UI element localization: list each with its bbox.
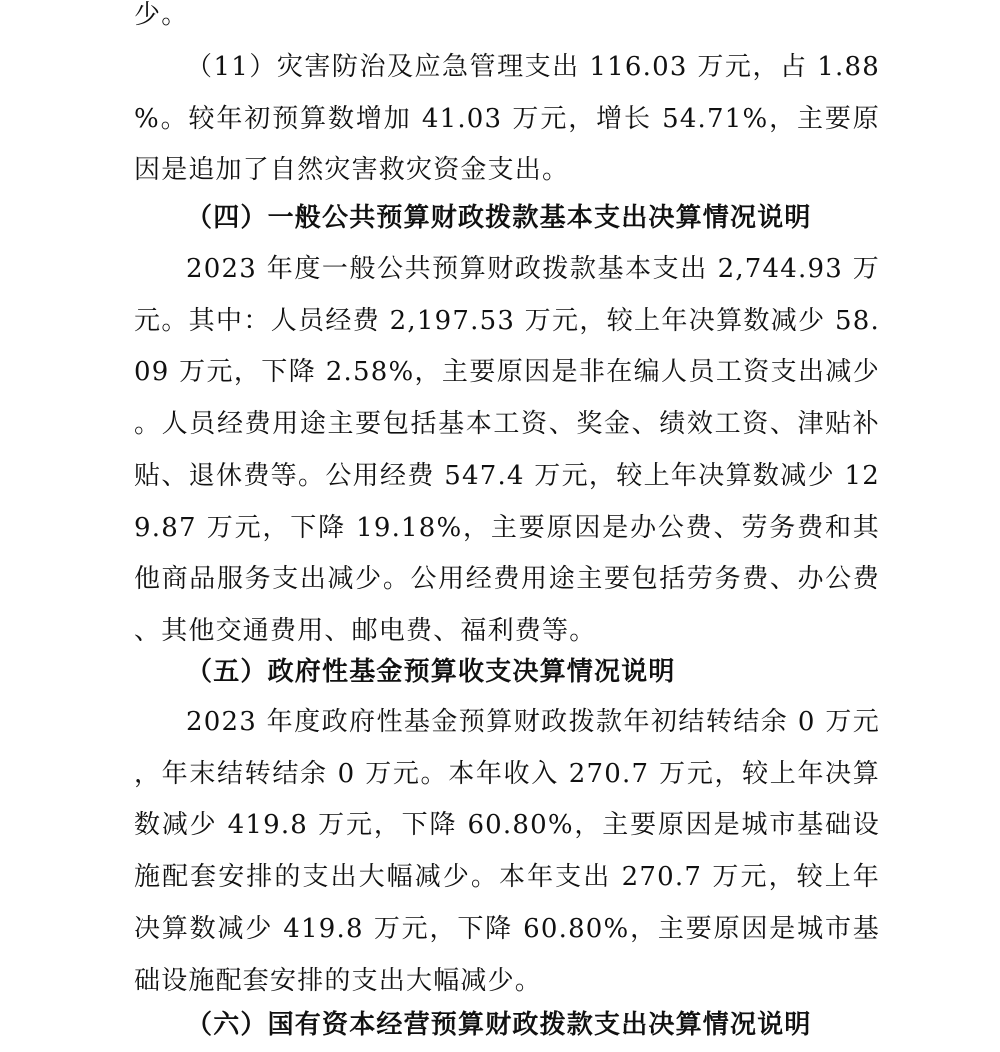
paragraph-continuation: 少。 (134, 0, 189, 30)
section-heading-4: （四）一般公共预算财政拨款基本支出决算情况说明 (186, 203, 812, 233)
paragraph-basic-expenditure: 2023 年度一般公共预算财政拨款基本支出 2,744.93 万元。其中：人员经费 2,197.53 万元，较上年决算数减少 58.09 万元，下降 2.58%，主要原因是非在编人员工资支出减少。人员经费用途主要包括基本工资、奖金、绩效工资、津贴补贴、退休费等。公用经费 547.4 万元，较上年决算数减少 129.87 万元，下降 19.18%，主要原因是办公费、劳务费和其他商品服务支出减少。公用经费用途主要包括劳务费、办公费、其他交通费用、邮电费、福利费等。 (134, 254, 880, 646)
section-heading-6: （六）国有资本经营预算财政拨款支出决算情况说明 (186, 1010, 812, 1040)
paragraph-government-fund: 2023 年度政府性基金预算财政拨款年初结转结余 0 万元，年末结转结余 0 万元。本年收入 270.7 万元，较上年决算数减少 419.8 万元，下降 60.80%，主要原因是城市基础设施配套安排的支出大幅减少。本年支出 270.7 万元，较上年决算数减少 419.8 万元，下降 60.80%，主要原因是城市基础设施配套安排的支出大幅减少。 (134, 707, 880, 996)
section-heading-5: （五）政府性基金预算收支决算情况说明 (186, 657, 676, 687)
paragraph-disaster-prevention: （11）灾害防治及应急管理支出 116.03 万元，占 1.88%。较年初预算数增加 41.03 万元，增长 54.71%，主要原因是追加了自然灾害救灾资金支出。 (134, 52, 880, 186)
